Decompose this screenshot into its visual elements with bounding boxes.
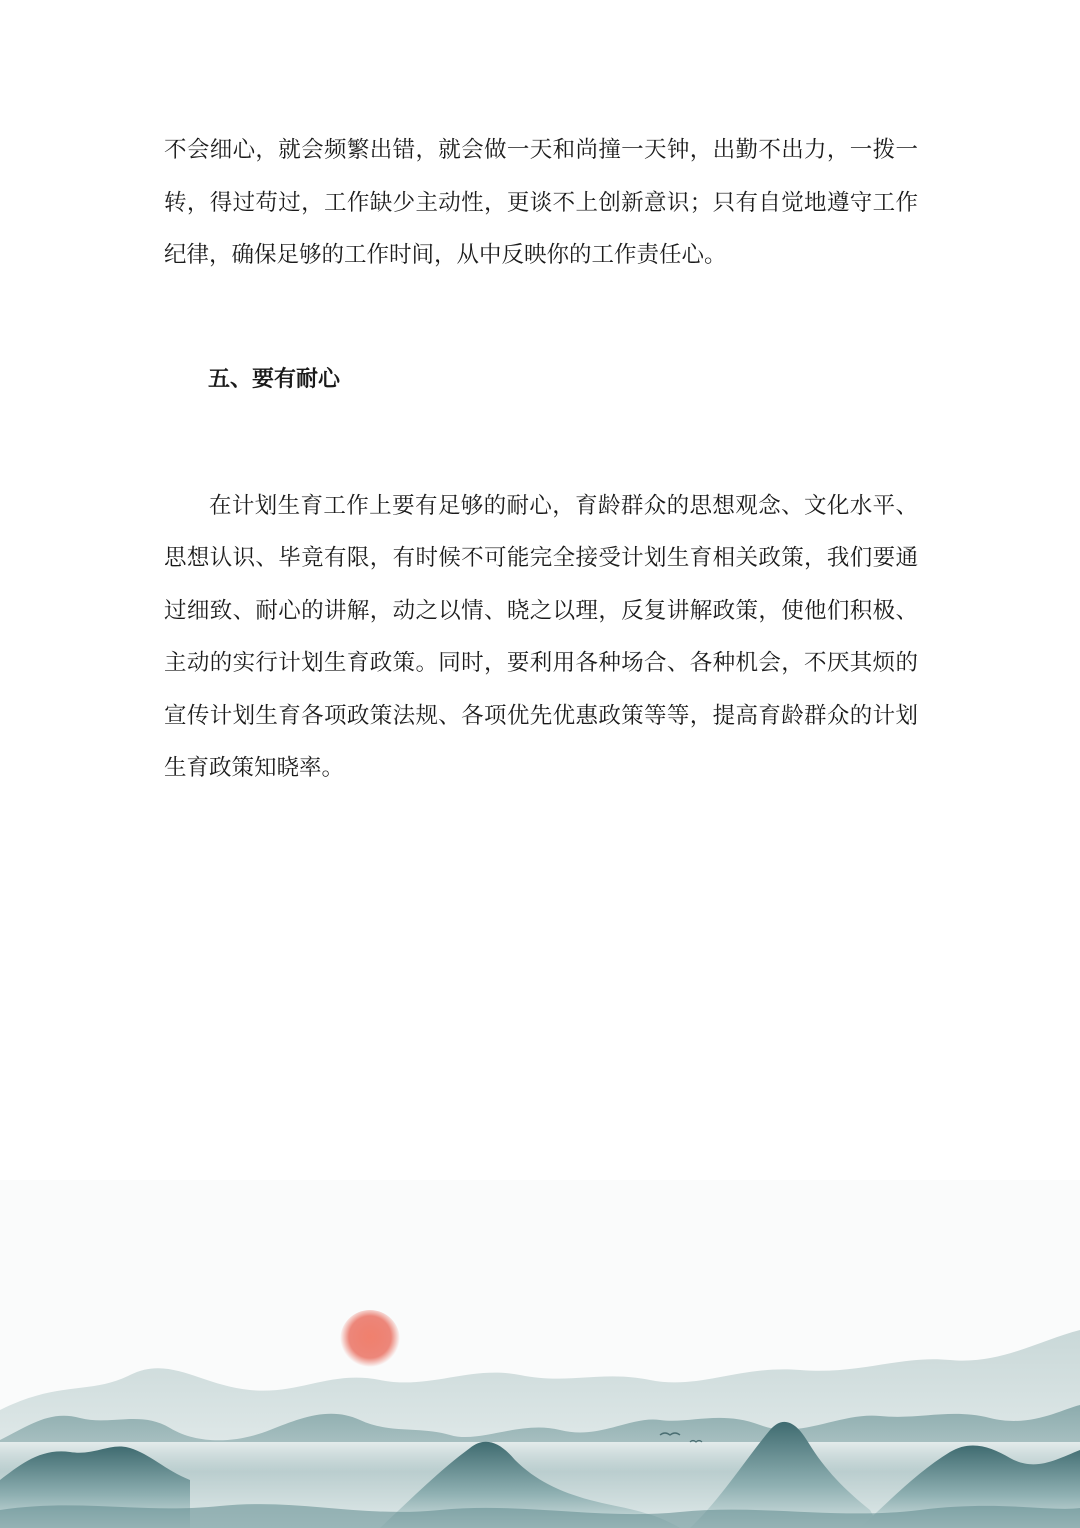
paragraph-patience: 在计划生育工作上要有足够的耐心，育龄群众的思想观念、文化水平、思想认识、毕竟有限，有时候不可能完全接受计划生育相关政策，我们要通过细致、耐心的讲解，动之以情、晓之以理，反复讲解政策，使他们积极、主动的实行计划生育政策。同时，要利用各种场合、各种机会，不厌其烦的宣传计划生育各项政策法规、各项优先优惠政策等等，提高育龄群众的计划生育政策知晓率。 xyxy=(164,492,918,781)
paragraph-continued: 不会细心，就会频繁出错，就会做一天和尚撞一天钟，出勤不出力，一拨一转，得过苟过，工作缺少主动性，更谈不上创新意识；只有自觉地遵守工作纪律，确保足够的工作时间，从中反映你的工作责任心。 xyxy=(164,137,918,268)
red-sun-icon xyxy=(340,1310,400,1370)
section-heading: 五、要有耐心 xyxy=(208,366,341,392)
ink-landscape-decoration xyxy=(0,1180,1080,1528)
document-body xyxy=(164,124,918,795)
